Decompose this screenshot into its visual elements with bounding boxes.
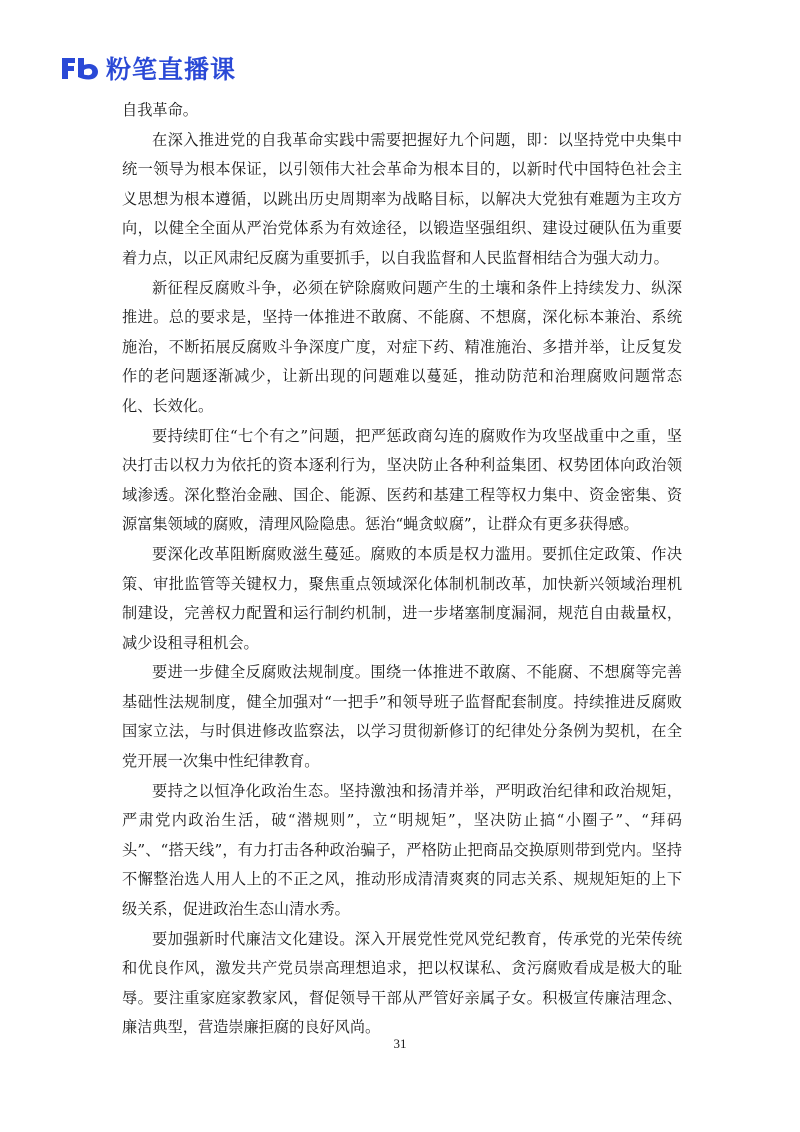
document-body (122, 96, 682, 1043)
page-number: 31 (393, 1036, 407, 1051)
fenbi-fb-logo-icon (60, 55, 100, 81)
paragraph: 要深化改革阻断腐败滋生蔓延。腐败的本质是权力滥用。要抓住定政策、作决策、审批监管等关键权力，聚焦重点领域深化体制机制改革，加快新兴领域治理机制建设，完善权力配置和运行制约机制，进一步堵塞制度漏洞，规范自由裁量权，减少设租寻租机会。 (122, 544, 682, 652)
paragraph-continuation: 自我革命。 (122, 101, 198, 119)
paragraph: 要进一步健全反腐败法规制度。围绕一体推进不敢腐、不能腐、不想腐等完善基础性法规制度，健全加强对“一把手”和领导班子监督配套制度。持续推进反腐败国家立法，与时俱进修改监察法，以学习贯彻新修订的纪律处分条例为契机，在全党开展一次集中性纪律教育。 (122, 663, 682, 771)
paragraph: 要持之以恒净化政治生态。坚持激浊和扬清并举，严明政治纪律和政治规矩，严肃党内政治生活，破“潜规则”，立“明规矩”，坚决防止搞“小圈子”、“拜码头”、“搭天线”，有力打击各种政治骗子，严格防止把商品交换原则带到党内。坚持不懈整治选人用人上的不正之风，推动形成清清爽爽的同志关系、规规矩矩的上下级关系，促进政治生态山清水秀。 (122, 781, 682, 919)
header (60, 50, 236, 86)
logo-text: 粉笔直播课 (106, 55, 237, 84)
paragraph: 要持续盯住“七个有之”问题，把严惩政商勾连的腐败作为攻坚战重中之重，坚决打击以权力为依托的资本逐利行为，坚决防止各种利益集团、权势团体向政治领域渗透。深化整治金融、国企、能源、医药和基建工程等权力集中、资金密集、资源富集领域的腐败，清理风险隐患。惩治“蝇贪蚁腐”，让群众有更多获得感。 (122, 426, 682, 534)
paragraph: 要加强新时代廉洁文化建设。深入开展党性党风党纪教育，传承党的光荣传统和优良作风，激发共产党员崇高理想追求，把以权谋私、贪污腐败看成是极大的耻辱。要注重家庭家教家风，督促领导干部从严管好亲属子女。积极宣传廉洁理念、廉洁典型，营造崇廉拒腐的良好风尚。 (122, 929, 682, 1037)
paragraph: 在深入推进党的自我革命实践中需要把握好九个问题，即：以坚持党中央集中统一领导为根本保证，以引领伟大社会革命为根本目的，以新时代中国特色社会主义思想为根本遵循，以跳出历史周期率为战略目标，以解决大党独有难题为主攻方向，以健全全面从严治党体系为有效途径，以锻造坚强组织、建设过硬队伍为重要着力点，以正风肃纪反腐为重要抓手，以自我监督和人民监督相结合为强大动力。 (122, 130, 682, 267)
paragraph: 新征程反腐败斗争，必须在铲除腐败问题产生的土壤和条件上持续发力、纵深推进。总的要求是，坚持一体推进不敢腐、不能腐、不想腐，深化标本兼治、系统施治，不断拓展反腐败斗争深度广度，对症下药、精准施治、多措并举，让反复发作的老问题逐渐减少，让新出现的问题难以蔓延，推动防范和治理腐败问题常态化、长效化。 (122, 278, 682, 415)
